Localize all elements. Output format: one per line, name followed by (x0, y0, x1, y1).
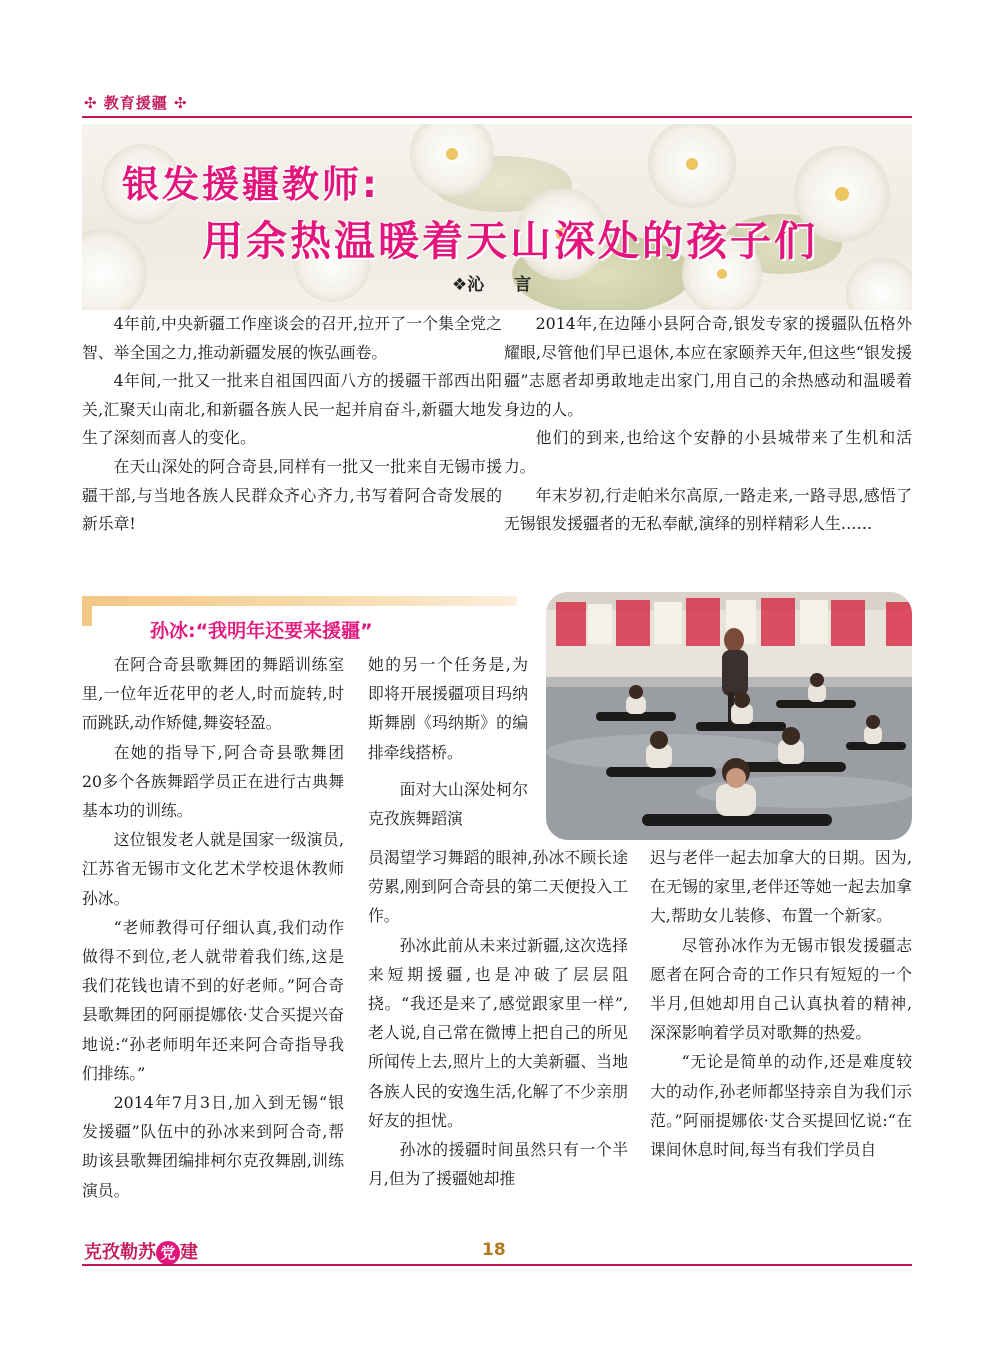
paragraph: 4年前,中央新疆工作座谈会的召开,拉开了一个集全党之智、举全国之力,推动新疆发展的恢弘画卷。 (82, 314, 502, 362)
intro-right-column (504, 310, 912, 539)
paragraph: 她的另一个任务是,为即将开展援疆项目玛纳斯舞剧《玛纳斯》的编排牵线搭桥。 (368, 655, 528, 762)
article-column-2-bottom (368, 843, 628, 1193)
paragraph: 迟与老伴一起去加拿大的日期。因为,在无锡的家里,老伴还等她一起去加拿大,帮助女儿装修、布置一个新家。 (650, 848, 912, 926)
paragraph: 2014年7月3日,加入到无锡“银发援疆”队伍中的孙冰来到阿合奇,帮助该县歌舞团编排柯尔克孜舞剧,训练演员。 (82, 1093, 344, 1200)
byline-name: 言 (514, 275, 532, 295)
paragraph: “无论是简单的动作,还是难度较大的动作,孙老师都坚持亲自为我们示范。”阿丽提娜依·艾合买提回忆说:“在课间休息时间,每当有我们学员自 (650, 1052, 912, 1160)
paragraph: 在阿合奇县歌舞团的舞蹈训练室里,一位年近花甲的老人,时而旋转,时而跳跃,动作矫健,舞姿轻盈。 (82, 655, 344, 733)
logo-text: 克孜勒苏 (84, 1242, 156, 1263)
article-column-2-top (368, 650, 528, 833)
logo-badge: 党 (156, 1241, 180, 1265)
paragraph: 2014年,在边陲小县阿合奇,银发专家的援疆队伍格外耀眼,尽管他们早已退休,本应在家颐养天年,但这些“银发援疆”志愿者却勇敢地走出家门,用自己的余热感动和温暖着身边的人。 (504, 314, 912, 419)
paragraph: 他们的到来,也给这个安静的小县城带来了生机和活力。 (504, 428, 912, 476)
paragraph: 在她的指导下,阿合奇县歌舞团20多个各族舞蹈学员正在进行古典舞基本功的训练。 (82, 742, 344, 821)
section-title: 孙冰:“我明年还要来援疆” (150, 620, 373, 642)
dance-practice-photo (546, 592, 912, 840)
paragraph: 这位银发老人就是国家一级演员,江苏省无锡市文化艺术学校退休教师孙冰。 (82, 830, 344, 908)
logo-text-end: 建 (180, 1242, 198, 1263)
section-bar-accent (82, 596, 92, 626)
byline-mark: ❖沁 (452, 275, 485, 295)
paragraph: “老师教得可仔细认真,我们动作做得不到位,老人就带着我们练,这是我们花钱也请不到的好老师。”阿合奇县歌舞团的阿丽提娜依·艾合买提兴奋地说:“孙老师明年还来阿合奇指导我们排练。” (82, 917, 344, 1083)
paragraph: 员渴望学习舞蹈的眼神,孙冰不顾长途劳累,刚到阿合奇县的第二天便投入工作。 (368, 848, 628, 926)
headline-line-2: 用余热温暖着天山深处的孩子们 (202, 217, 818, 265)
paragraph: 孙冰的援疆时间虽然只有一个半月,但为了援疆她却推 (368, 1140, 628, 1189)
article-column-3 (650, 843, 912, 1164)
paragraph: 4年间,一批又一批来自祖国四面八方的援疆干部西出阳关,汇聚天山南北,和新疆各族人民一起并肩奋斗,新疆大地发生了深刻而喜人的变化。 (82, 371, 502, 448)
section-bar (82, 596, 517, 606)
header-rule (82, 116, 912, 118)
byline (452, 270, 531, 295)
paragraph: 在天山深处的阿合奇县,同样有一批又一批来自无锡市援疆干部,与当地各族人民群众齐心齐力,书写着阿合奇发展的新乐章! (82, 456, 502, 534)
intro-left-column (82, 310, 502, 539)
section-label: ✣ 教育援疆 ✣ (84, 94, 188, 112)
magazine-logo (84, 1238, 198, 1265)
paragraph: 孙冰此前从未来过新疆,这次选择来短期援疆,也是冲破了层层阻挠。“我还是来了,感觉跟家里一样”,老人说,自己常在微博上把自己的所见所闻传上去,照片上的大美新疆、当地各族人民的安逸生活,化解了不少亲朋好友的担忧。 (368, 935, 628, 1130)
headline-line-1: 银发援疆教师: (122, 163, 380, 206)
page-number: 18 (482, 1240, 506, 1260)
article-column-1 (82, 650, 344, 1205)
paragraph: 年末岁初,行走帕米尔高原,一路走来,一路寻思,感悟了无锡银发援疆者的无私奉献,演绎的别样精彩人生…… (504, 485, 912, 534)
footer-rule (82, 1264, 912, 1266)
paragraph: 面对大山深处柯尔克孜族舞蹈演 (368, 779, 528, 829)
paragraph: 尽管孙冰作为无锡市银发援疆志愿者在阿合奇的工作只有短短的一个半月,但她却用自己认真执着的精神,深深影响着学员对歌舞的热爱。 (650, 935, 912, 1043)
